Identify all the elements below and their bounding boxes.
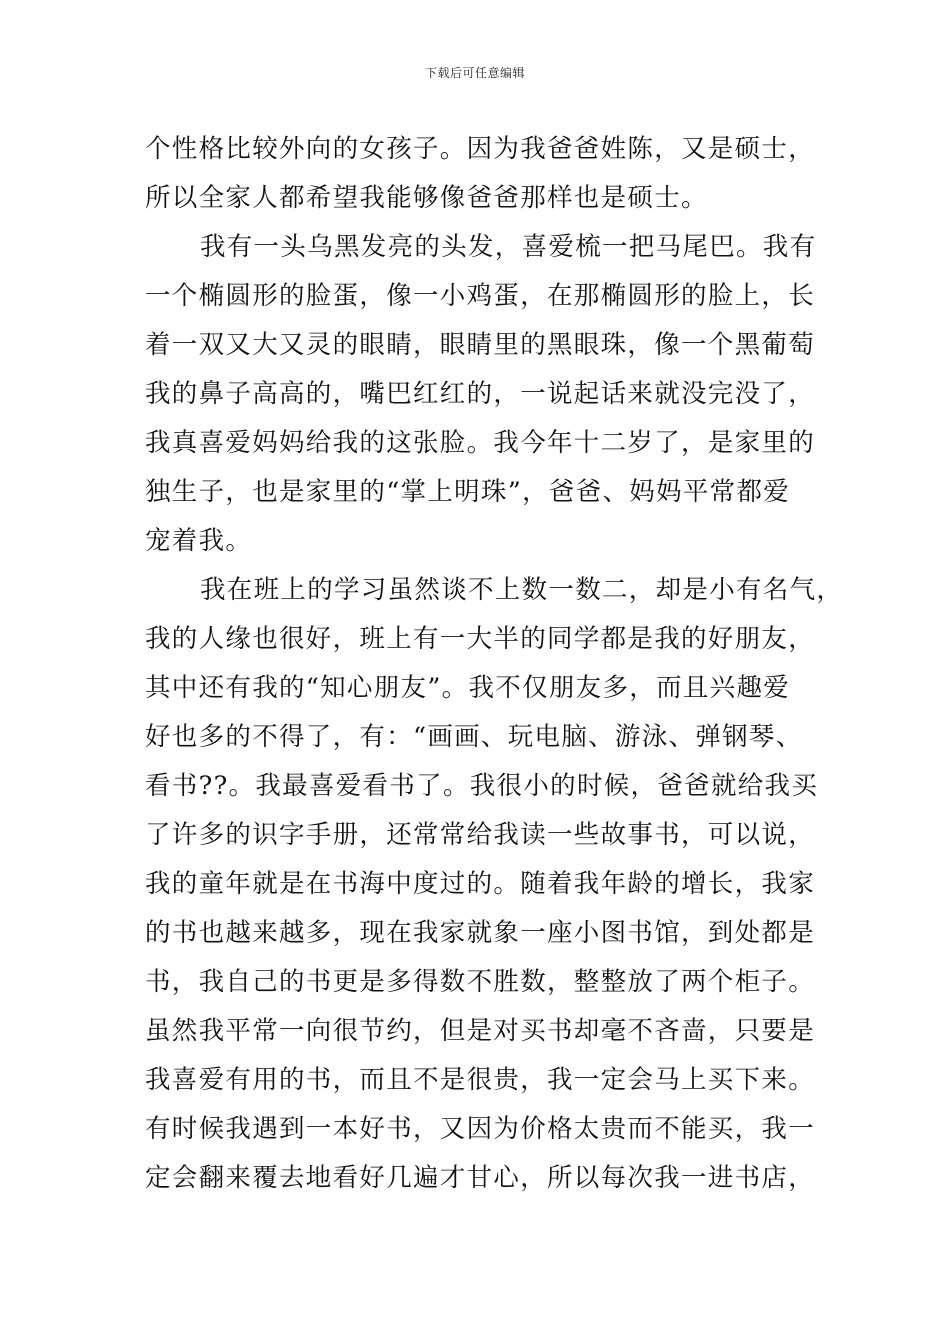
text-line: 宠着我。: [145, 526, 253, 556]
text-line: 一个椭圆形的脸蛋，像一小鸡蛋，在那椭圆形的脸上，长: [145, 281, 816, 311]
text-line: 看书??。我最喜爱看书了。我很小的时候，爸爸就给我买: [145, 771, 819, 801]
text-line: 了许多的识字手册，还常常给我读一些故事书，可以说，: [145, 820, 816, 850]
text-line: 个性格比较外向的女孩子。因为我爸爸姓陈，又是硕士，: [145, 134, 816, 164]
paragraph-start-line: 我在班上的学习虽然谈不上数一数二，却是小有名气，: [200, 575, 844, 605]
text-line: 独生子，也是家里的“掌上明珠”，爸爸、妈妈平常都爱: [145, 477, 791, 507]
text-line: 着一双又大又灵的眼睛，眼睛里的黑眼珠，像一个黑葡萄: [145, 330, 816, 360]
text-line: 我真喜爱妈妈给我的这张脸。我今年十二岁了，是家里的: [145, 428, 816, 458]
text-line: 定会翻来覆去地看好几遍才甘心，所以每次我一进书店，: [145, 1163, 816, 1193]
page-header: 下载后可任意编辑: [424, 66, 525, 80]
text-line: 所以全家人都希望我能够像爸爸那样也是硕士。: [145, 183, 708, 213]
text-line: 我喜爱有用的书，而且不是很贵，我一定会马上买下来。: [145, 1065, 816, 1095]
document-body: [145, 125, 844, 1203]
text-line: 其中还有我的“知心朋友”。我不仅朋友多，而且兴趣爱: [145, 673, 791, 703]
text-line: 我的人缘也很好，班上有一大半的同学都是我的好朋友，: [145, 624, 816, 654]
text-line: 虽然我平常一向很节约，但是对买书却毫不吝啬，只要是: [145, 1016, 816, 1046]
text-line: 的书也越来越多，现在我家就象一座小图书馆，到处都是: [145, 918, 816, 948]
text-line: 我的鼻子高高的，嘴巴红红的，一说起话来就没完没了，: [145, 379, 816, 409]
paragraph-start-line: 我有一头乌黑发亮的头发，喜爱梳一把马尾巴。我有: [200, 232, 817, 262]
text-line: 书，我自己的书更是多得数不胜数，整整放了两个柜子。: [145, 967, 816, 997]
text-line: 我的童年就是在书海中度过的。随着我年龄的增长，我家: [145, 869, 816, 899]
text-line: 好也多的不得了，有：“画画、玩电脑、游泳、弹钢琴、: [145, 722, 803, 752]
text-line: 有时候我遇到一本好书，又因为价格太贵而不能买，我一: [145, 1114, 816, 1144]
